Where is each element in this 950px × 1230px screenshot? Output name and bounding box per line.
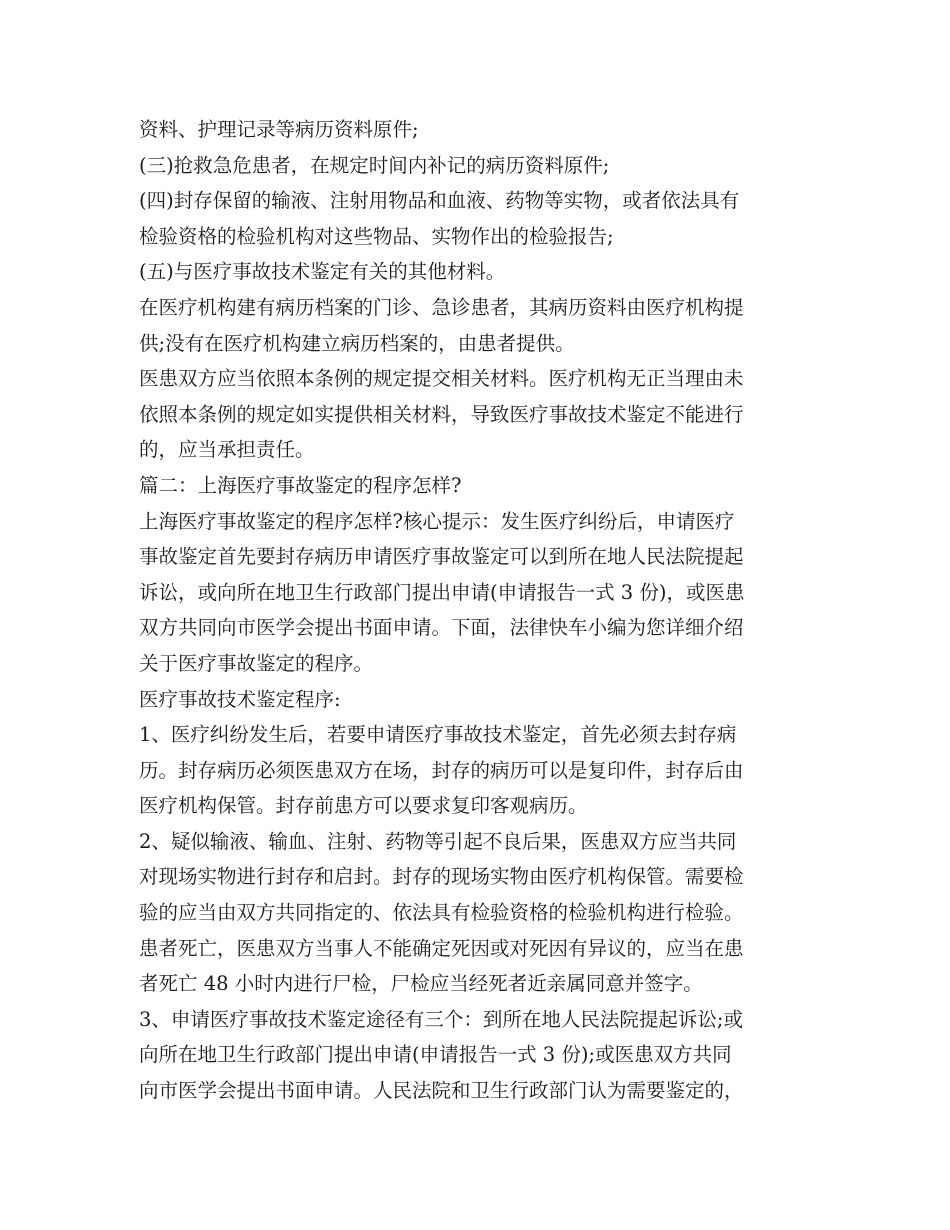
text-line: 诉讼，或向所在地卫生行政部门提出申请(申请报告一式 3 份)，或医患 — [139, 580, 745, 604]
subheading: 医疗事故技术鉴定程序: — [139, 687, 341, 711]
text-line: 对现场实物进行封存和启封。封存的现场实物由医疗机构保管。需要检 — [139, 865, 744, 889]
text-line: (四)封存保留的输液、注射用物品和血液、药物等实物，或者依法具有 — [139, 189, 740, 213]
text-line: 患者死亡，医患双方当事人不能确定死因或对死因有异议的，应当在患 — [139, 936, 744, 960]
text-line: 关于医疗事故鉴定的程序。 — [139, 651, 374, 675]
text-line: 的，应当承担责任。 — [139, 438, 315, 462]
text-line: (三)抢救急危患者，在规定时间内补记的病历资料原件; — [139, 153, 610, 177]
text-line: 2、疑似输液、输血、注射、药物等引起不良后果，医患双方应当共同 — [139, 829, 737, 853]
text-line: 双方共同向市医学会提出书面申请。下面，法律快车小编为您详细介绍 — [139, 616, 744, 640]
text-line: 验的应当由双方共同指定的、依法具有检验资格的检验机构进行检验。 — [139, 901, 744, 925]
text-line: 向市医学会提出书面申请。人民法院和卫生行政部门认为需要鉴定的， — [139, 1079, 744, 1103]
document-body — [139, 112, 815, 1109]
text-line: 依照本条例的规定如实提供相关材料，导致医疗事故技术鉴定不能进行 — [139, 402, 744, 426]
text-line: 医疗机构保管。封存前患方可以要求复印客观病历。 — [139, 794, 588, 818]
text-line: 供;没有在医疗机构建立病历档案的，由患者提供。 — [139, 331, 575, 355]
text-line: 检验资格的检验机构对这些物品、实物作出的检验报告; — [139, 224, 614, 248]
text-line: 上海医疗事故鉴定的程序怎样?核心提示：发生医疗纠纷后，申请医疗 — [139, 509, 735, 533]
text-line: 事故鉴定首先要封存病历申请医疗事故鉴定可以到所在地人民法院提起 — [139, 545, 744, 569]
text-line: 历。封存病历必须医患双方在场，封存的病历可以是复印件，封存后由 — [139, 758, 744, 782]
section-heading: 篇二：上海医疗事故鉴定的程序怎样? — [139, 473, 462, 497]
text-line: (五)与医疗事故技术鉴定有关的其他材料。 — [139, 260, 506, 284]
text-line: 3、申请医疗事故技术鉴定途径有三个：到所在地人民法院提起诉讼;或 — [139, 1007, 743, 1031]
text-line: 1、医疗纠纷发生后，若要申请医疗事故技术鉴定，首先必须去封存病 — [139, 723, 737, 747]
text-line: 者死亡 48 小时内进行尸检，尸检应当经死者近亲属同意并签字。 — [139, 972, 703, 996]
text-line: 在医疗机构建有病历档案的门诊、急诊患者，其病历资料由医疗机构提 — [139, 295, 744, 319]
text-line: 资料、护理记录等病历资料原件; — [139, 118, 419, 141]
text-line: 向所在地卫生行政部门提出申请(申请报告一式 3 份);或医患双方共同 — [139, 1043, 732, 1067]
text-line: 医患双方应当依照本条例的规定提交相关材料。医疗机构无正当理由未 — [139, 367, 744, 391]
